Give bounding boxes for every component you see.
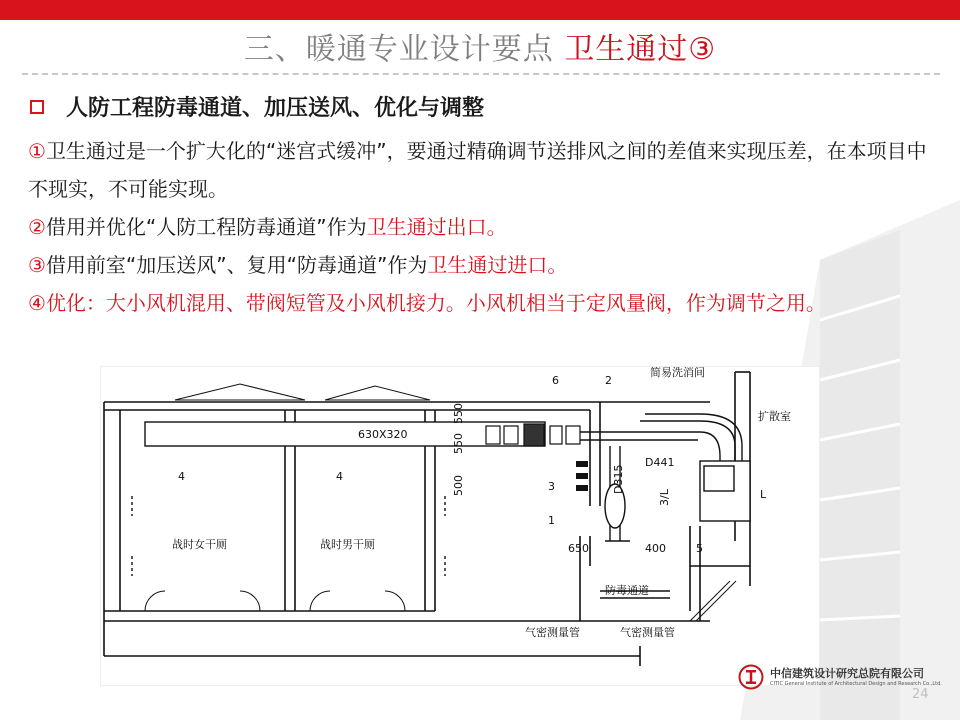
paragraph-number: ① xyxy=(28,139,46,163)
section-heading xyxy=(30,91,484,122)
paragraph-text: 卫生通过是一个扩大化的“迷宫式缓冲”，要通过精确调节送排风之间的差值来实现压差，在本项目中不现实，不可能实现。 xyxy=(28,139,927,201)
callout-4-b: 4 xyxy=(336,470,343,483)
paragraph-number: ④ xyxy=(28,291,46,315)
channel-label: 防毒通道 xyxy=(605,584,649,597)
duct-size-label: 630X320 xyxy=(358,428,408,441)
paragraph-text: 借用并优化“人防工程防毒通道”作为 xyxy=(45,215,367,239)
paragraph-text: 优化：大小风机混用、带阀短管及小风机接力。小风机相当于定风量阀，作为调节之用。 xyxy=(45,291,826,315)
dim-550-a: 550 xyxy=(452,433,465,454)
paragraph-highlight: 卫生通过出口。 xyxy=(366,215,507,239)
valve-symbols xyxy=(576,461,588,491)
callout-1: 1 xyxy=(548,514,555,527)
page-number: 24 xyxy=(912,687,929,702)
dim-500: 500 xyxy=(452,475,465,496)
paragraph-number: ② xyxy=(28,215,46,239)
paragraph-3 xyxy=(28,246,928,284)
valve-code-label: D441 xyxy=(645,456,675,469)
expansion-room-label: 扩散室 xyxy=(758,410,791,423)
paragraph-text: 借用前室“加压送风”、复用“防毒通道”作为 xyxy=(45,253,428,277)
callout-6: 6 xyxy=(552,374,559,387)
dim-l: L xyxy=(760,488,767,501)
heading-text: 人防工程防毒通道、加压送风、优化与调整 xyxy=(66,96,485,121)
paragraph-highlight: 卫生通过进口。 xyxy=(427,253,568,277)
hvac-plan-drawing xyxy=(100,366,820,686)
main-duct xyxy=(145,422,545,446)
callout-3: 3 xyxy=(548,480,555,493)
gas-tube-label-2: 气密测量管 xyxy=(620,626,675,639)
dim-650: 650 xyxy=(568,542,589,555)
room-label-left: 战时女干厕 xyxy=(172,538,227,551)
title-prefix: 三、暖通专业设计要点 xyxy=(243,32,565,67)
callout-2: 2 xyxy=(605,374,612,387)
company-name-en: CITIC General Institute of Architectural Design and Research Co.,Ltd. xyxy=(770,681,942,687)
dim-3l: 3/L xyxy=(658,489,671,506)
paragraph-1 xyxy=(28,132,928,208)
citic-logo-icon xyxy=(738,664,764,690)
title-divider xyxy=(22,73,940,75)
body-text xyxy=(28,132,928,322)
square-bullet-icon xyxy=(30,100,44,114)
callout-5: 5 xyxy=(696,542,703,555)
paragraph-2 xyxy=(28,208,928,246)
paragraph-number: ③ xyxy=(28,253,46,277)
title-accent: 卫生通过③ xyxy=(564,32,717,67)
paragraph-4 xyxy=(28,284,928,322)
company-name-cn: 中信建筑设计研究总院有限公司 xyxy=(770,667,924,680)
callout-4-a: 4 xyxy=(178,470,185,483)
company-logo xyxy=(738,664,942,704)
top-room-label: 简易洗消间 xyxy=(650,366,705,379)
room-label-right: 战时男干厕 xyxy=(320,538,375,551)
slide-title xyxy=(0,24,960,68)
gas-tube-label-1: 气密测量管 xyxy=(525,626,580,639)
pipe-code-label: D315 xyxy=(612,464,625,494)
fan-dampers xyxy=(486,424,580,446)
dim-550-b: 550 xyxy=(452,403,465,424)
dim-400: 400 xyxy=(645,542,666,555)
top-red-bar xyxy=(0,0,960,20)
